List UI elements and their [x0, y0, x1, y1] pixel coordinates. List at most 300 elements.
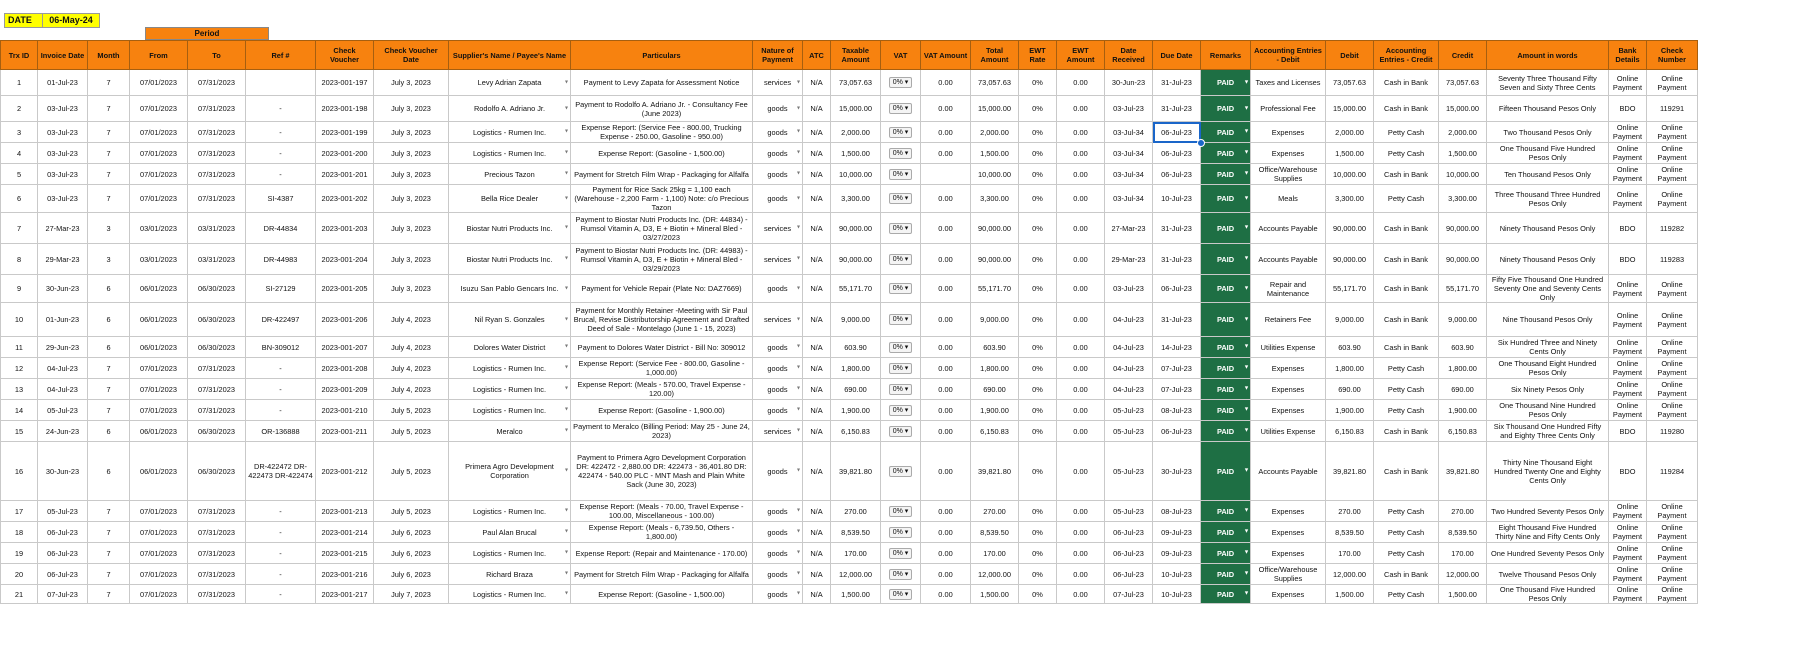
cell-debit-account[interactable]: Expenses — [1251, 122, 1326, 143]
cell-bank-details[interactable]: BDO — [1609, 442, 1647, 501]
cell-supplier[interactable] — [449, 358, 571, 379]
cell-bank-details[interactable]: Online Payment — [1609, 358, 1647, 379]
cell-from[interactable]: 06/01/2023 — [130, 337, 188, 358]
cell-invoice-date[interactable]: 06-Jul-23 — [38, 522, 88, 543]
cell-ewt-rate[interactable]: 0% — [1019, 400, 1057, 421]
cell-to[interactable]: 06/30/2023 — [188, 275, 246, 303]
cell-check-number[interactable]: 119280 — [1647, 421, 1698, 442]
cell-check-number[interactable]: Online Payment — [1647, 400, 1698, 421]
cell-date-received[interactable]: 03-Jul-34 — [1105, 164, 1153, 185]
cell-check-number[interactable]: Online Payment — [1647, 543, 1698, 564]
cell-ewt-amount[interactable]: 0.00 — [1057, 421, 1105, 442]
cell-credit-account[interactable]: Cash in Bank — [1374, 337, 1439, 358]
cell-month[interactable]: 7 — [88, 143, 130, 164]
cell-trx-id[interactable]: 2 — [1, 96, 38, 122]
cell-total[interactable]: 90,000.00 — [971, 244, 1019, 275]
cell-to[interactable]: 06/30/2023 — [188, 421, 246, 442]
cell-atc[interactable]: N/A — [803, 275, 831, 303]
col-header-from[interactable]: From — [130, 41, 188, 70]
cell-bank-details[interactable]: Online Payment — [1609, 164, 1647, 185]
cell-vat[interactable] — [881, 164, 921, 185]
cell-taxable[interactable]: 73,057.63 — [831, 70, 881, 96]
cell-month[interactable]: 7 — [88, 70, 130, 96]
chevron-down-icon[interactable]: ▾ — [796, 105, 800, 111]
vat-dropdown[interactable]: 0% ▾ — [889, 527, 913, 538]
vat-dropdown[interactable]: 0% ▾ — [889, 569, 913, 580]
cell-invoice-date[interactable]: 03-Jul-23 — [38, 96, 88, 122]
vat-dropdown[interactable]: 0% ▾ — [889, 363, 913, 374]
cell-ewt-amount[interactable]: 0.00 — [1057, 70, 1105, 96]
cell-vat-amount[interactable] — [921, 164, 971, 185]
cell-date-received[interactable]: 04-Jul-23 — [1105, 337, 1153, 358]
cell-date-received[interactable]: 03-Jul-23 — [1105, 96, 1153, 122]
cell-supplier[interactable] — [449, 400, 571, 421]
cell-amount-words[interactable]: Eight Thousand Five Hundred Thirty Nine and Fifty Cents Only — [1487, 522, 1609, 543]
cell-credit-account[interactable]: Cash in Bank — [1374, 421, 1439, 442]
cell-ref[interactable]: - — [246, 122, 316, 143]
cell-check-number[interactable]: Online Payment — [1647, 501, 1698, 522]
cell-invoice-date[interactable]: 03-Jul-23 — [38, 164, 88, 185]
cell-credit-account[interactable]: Cash in Bank — [1374, 213, 1439, 244]
vat-dropdown[interactable]: 0% ▾ — [889, 426, 913, 437]
chevron-down-icon[interactable]: ▾ — [1244, 406, 1248, 413]
cell-amount-words[interactable]: Six Hundred Three and Ninety Cents Only — [1487, 337, 1609, 358]
cell-nature[interactable] — [753, 337, 803, 358]
cell-remarks[interactable] — [1201, 585, 1251, 604]
cell-debit[interactable]: 90,000.00 — [1326, 213, 1374, 244]
cell-check-number[interactable]: Online Payment — [1647, 379, 1698, 400]
cell-ewt-rate[interactable]: 0% — [1019, 185, 1057, 213]
cell-check-voucher-date[interactable]: July 3, 2023 — [374, 70, 449, 96]
cell-particulars[interactable]: Payment for Monthly Retainer -Meeting with Sir Paul Brucal, Revise Distributorship Agreement and Drafted Deed of Sale - Montelago (June 1 - 15, 2023) — [571, 303, 753, 337]
cell-total[interactable]: 55,171.70 — [971, 275, 1019, 303]
cell-particulars[interactable]: Payment to Biostar Nutri Products Inc. (DR: 44834) - Rumsol Vitamin A, D3, E + Biotin + Mineral Bled - 03/27/2023 — [571, 213, 753, 244]
vat-dropdown[interactable]: 0% ▾ — [889, 77, 913, 88]
cell-debit[interactable]: 39,821.80 — [1326, 442, 1374, 501]
cell-particulars[interactable]: Expense Report: (Gasoline - 1,900.00) — [571, 400, 753, 421]
cell-vat-amount[interactable]: 0.00 — [921, 358, 971, 379]
cell-from[interactable]: 07/01/2023 — [130, 379, 188, 400]
chevron-down-icon[interactable]: ▾ — [564, 385, 568, 392]
cell-atc[interactable]: N/A — [803, 96, 831, 122]
cell-check-number[interactable]: Online Payment — [1647, 303, 1698, 337]
chevron-down-icon[interactable]: ▾ — [1244, 385, 1248, 392]
cell-credit[interactable]: 1,500.00 — [1439, 143, 1487, 164]
cell-debit[interactable]: 3,300.00 — [1326, 185, 1374, 213]
cell-debit-account[interactable]: Accounts Payable — [1251, 442, 1326, 501]
cell-atc[interactable]: N/A — [803, 585, 831, 604]
cell-bank-details[interactable]: Online Payment — [1609, 585, 1647, 604]
vat-dropdown[interactable]: 0% ▾ — [889, 193, 913, 204]
cell-due-date[interactable]: 07-Jul-23 — [1153, 379, 1201, 400]
cell-trx-id[interactable]: 13 — [1, 379, 38, 400]
cell-from[interactable]: 03/01/2023 — [130, 213, 188, 244]
cell-date-received[interactable]: 05-Jul-23 — [1105, 501, 1153, 522]
cell-debit[interactable]: 170.00 — [1326, 543, 1374, 564]
cell-invoice-date[interactable]: 29-Jun-23 — [38, 337, 88, 358]
chevron-down-icon[interactable]: ▾ — [796, 128, 800, 135]
cell-total[interactable]: 690.00 — [971, 379, 1019, 400]
cell-taxable[interactable]: 3,300.00 — [831, 185, 881, 213]
chevron-down-icon[interactable]: ▾ — [564, 79, 568, 85]
cell-atc[interactable]: N/A — [803, 379, 831, 400]
cell-check-voucher-date[interactable]: July 3, 2023 — [374, 275, 449, 303]
cell-ewt-rate[interactable]: 0% — [1019, 543, 1057, 564]
cell-ewt-rate[interactable]: 0% — [1019, 164, 1057, 185]
vat-dropdown[interactable]: 0% ▾ — [889, 127, 913, 138]
cell-trx-id[interactable]: 20 — [1, 564, 38, 585]
cell-remarks[interactable] — [1201, 421, 1251, 442]
chevron-down-icon[interactable]: ▾ — [796, 149, 800, 156]
chevron-down-icon[interactable]: ▾ — [564, 195, 568, 201]
cell-credit[interactable]: 55,171.70 — [1439, 275, 1487, 303]
chevron-down-icon[interactable]: ▾ — [796, 79, 800, 85]
vat-dropdown[interactable]: 0% ▾ — [889, 103, 913, 114]
cell-remarks[interactable] — [1201, 70, 1251, 96]
cell-credit[interactable]: 90,000.00 — [1439, 213, 1487, 244]
cell-vat[interactable] — [881, 442, 921, 501]
cell-bank-details[interactable]: Online Payment — [1609, 337, 1647, 358]
cell-month[interactable]: 6 — [88, 275, 130, 303]
cell-ewt-amount[interactable]: 0.00 — [1057, 585, 1105, 604]
cell-due-date[interactable]: 31-Jul-23 — [1153, 70, 1201, 96]
cell-credit-account[interactable]: Petty Cash — [1374, 379, 1439, 400]
cell-from[interactable]: 07/01/2023 — [130, 564, 188, 585]
cell-particulars[interactable]: Payment for Stretch Film Wrap - Packaging for Alfalfa — [571, 164, 753, 185]
cell-month[interactable]: 7 — [88, 522, 130, 543]
cell-credit-account[interactable]: Petty Cash — [1374, 185, 1439, 213]
chevron-down-icon[interactable]: ▾ — [796, 427, 800, 434]
cell-supplier[interactable] — [449, 564, 571, 585]
cell-remarks[interactable] — [1201, 303, 1251, 337]
cell-ewt-amount[interactable]: 0.00 — [1057, 379, 1105, 400]
cell-ewt-amount[interactable]: 0.00 — [1057, 96, 1105, 122]
cell-check-voucher[interactable]: 2023-001-203 — [316, 213, 374, 244]
cell-check-voucher-date[interactable]: July 3, 2023 — [374, 164, 449, 185]
cell-from[interactable]: 07/01/2023 — [130, 522, 188, 543]
cell-to[interactable]: 07/31/2023 — [188, 70, 246, 96]
cell-taxable[interactable]: 6,150.83 — [831, 421, 881, 442]
cell-atc[interactable]: N/A — [803, 164, 831, 185]
cell-check-voucher[interactable]: 2023-001-215 — [316, 543, 374, 564]
cell-check-voucher[interactable]: 2023-001-198 — [316, 96, 374, 122]
cell-ewt-amount[interactable]: 0.00 — [1057, 543, 1105, 564]
cell-date-received[interactable]: 05-Jul-23 — [1105, 400, 1153, 421]
chevron-down-icon[interactable]: ▾ — [564, 255, 568, 262]
cell-invoice-date[interactable]: 30-Jun-23 — [38, 442, 88, 501]
cell-nature[interactable] — [753, 303, 803, 337]
cell-ref[interactable]: - — [246, 400, 316, 421]
cell-amount-words[interactable]: Thirty Nine Thousand Eight Hundred Twenty One and Eighty Cents Only — [1487, 442, 1609, 501]
cell-atc[interactable]: N/A — [803, 522, 831, 543]
cell-vat[interactable] — [881, 585, 921, 604]
cell-month[interactable]: 7 — [88, 379, 130, 400]
cell-bank-details[interactable]: Online Payment — [1609, 185, 1647, 213]
cell-particulars[interactable]: Expense Report: (Meals - 6,739.50, Others - 1,800.00) — [571, 522, 753, 543]
cell-nature[interactable] — [753, 522, 803, 543]
cell-to[interactable]: 03/31/2023 — [188, 244, 246, 275]
cell-from[interactable]: 07/01/2023 — [130, 185, 188, 213]
cell-bank-details[interactable]: BDO — [1609, 421, 1647, 442]
cell-vat[interactable] — [881, 244, 921, 275]
cell-trx-id[interactable]: 15 — [1, 421, 38, 442]
col-header-check-voucher[interactable]: Check Voucher — [316, 41, 374, 70]
cell-debit-account[interactable]: Accounts Payable — [1251, 244, 1326, 275]
chevron-down-icon[interactable]: ▾ — [796, 467, 800, 474]
cell-remarks[interactable] — [1201, 337, 1251, 358]
chevron-down-icon[interactable]: ▾ — [564, 406, 568, 413]
cell-check-voucher-date[interactable]: July 4, 2023 — [374, 303, 449, 337]
cell-nature[interactable] — [753, 543, 803, 564]
cell-check-voucher-date[interactable]: July 4, 2023 — [374, 337, 449, 358]
cell-total[interactable]: 10,000.00 — [971, 164, 1019, 185]
cell-debit[interactable]: 8,539.50 — [1326, 522, 1374, 543]
cell-vat-amount[interactable]: 0.00 — [921, 543, 971, 564]
cell-bank-details[interactable]: Online Payment — [1609, 522, 1647, 543]
cell-credit[interactable]: 15,000.00 — [1439, 96, 1487, 122]
cell-vat[interactable] — [881, 421, 921, 442]
cell-particulars[interactable]: Payment to Dolores Water District - Bill No: 309012 — [571, 337, 753, 358]
cell-ewt-amount[interactable]: 0.00 — [1057, 358, 1105, 379]
cell-debit-account[interactable]: Meals — [1251, 185, 1326, 213]
cell-check-voucher[interactable]: 2023-001-197 — [316, 70, 374, 96]
cell-due-date[interactable]: 06-Jul-23 — [1153, 122, 1201, 143]
cell-particulars[interactable]: Expense Report: (Service Fee - 800.00, Trucking Expense - 250.00, Gasoline - 950.00) — [571, 122, 753, 143]
cell-ewt-rate[interactable]: 0% — [1019, 564, 1057, 585]
cell-remarks[interactable] — [1201, 400, 1251, 421]
cell-amount-words[interactable]: One Thousand Nine Hundred Pesos Only — [1487, 400, 1609, 421]
cell-ewt-amount[interactable]: 0.00 — [1057, 275, 1105, 303]
cell-credit[interactable]: 8,539.50 — [1439, 522, 1487, 543]
chevron-down-icon[interactable]: ▾ — [564, 343, 568, 350]
cell-ewt-rate[interactable]: 0% — [1019, 213, 1057, 244]
cell-remarks[interactable] — [1201, 543, 1251, 564]
cell-amount-words[interactable]: Two Hundred Seventy Pesos Only — [1487, 501, 1609, 522]
cell-atc[interactable]: N/A — [803, 244, 831, 275]
cell-amount-words[interactable]: Twelve Thousand Pesos Only — [1487, 564, 1609, 585]
cell-ewt-rate[interactable]: 0% — [1019, 337, 1057, 358]
cell-from[interactable]: 07/01/2023 — [130, 143, 188, 164]
cell-bank-details[interactable]: Online Payment — [1609, 543, 1647, 564]
cell-check-voucher[interactable]: 2023-001-213 — [316, 501, 374, 522]
cell-debit-account[interactable]: Expenses — [1251, 143, 1326, 164]
cell-particulars[interactable]: Expense Report: (Meals - 570.00, Travel Expense - 120.00) — [571, 379, 753, 400]
chevron-down-icon[interactable]: ▾ — [1244, 467, 1248, 474]
cell-debit-account[interactable]: Office/Warehouse Supplies — [1251, 564, 1326, 585]
cell-remarks[interactable] — [1201, 143, 1251, 164]
cell-check-voucher[interactable]: 2023-001-212 — [316, 442, 374, 501]
chevron-down-icon[interactable]: ▾ — [796, 570, 800, 577]
cell-nature[interactable] — [753, 585, 803, 604]
cell-date-received[interactable]: 06-Jul-23 — [1105, 543, 1153, 564]
chevron-down-icon[interactable]: ▾ — [796, 343, 800, 350]
cell-debit[interactable]: 9,000.00 — [1326, 303, 1374, 337]
cell-nature[interactable] — [753, 122, 803, 143]
cell-vat-amount[interactable]: 0.00 — [921, 213, 971, 244]
cell-nature[interactable] — [753, 143, 803, 164]
cell-credit[interactable]: 690.00 — [1439, 379, 1487, 400]
cell-atc[interactable]: N/A — [803, 303, 831, 337]
chevron-down-icon[interactable]: ▾ — [1244, 285, 1248, 291]
cell-vat[interactable] — [881, 122, 921, 143]
cell-credit[interactable]: 39,821.80 — [1439, 442, 1487, 501]
cell-check-voucher[interactable]: 2023-001-200 — [316, 143, 374, 164]
cell-atc[interactable]: N/A — [803, 421, 831, 442]
cell-bank-details[interactable]: Online Payment — [1609, 275, 1647, 303]
cell-amount-words[interactable]: One Thousand Eight Hundred Pesos Only — [1487, 358, 1609, 379]
cell-particulars[interactable]: Expense Report: (Repair and Maintenance - 170.00) — [571, 543, 753, 564]
vat-dropdown[interactable]: 0% ▾ — [889, 169, 913, 180]
cell-ref[interactable]: - — [246, 379, 316, 400]
cell-ewt-amount[interactable]: 0.00 — [1057, 564, 1105, 585]
cell-month[interactable]: 3 — [88, 244, 130, 275]
cell-debit-account[interactable]: Expenses — [1251, 501, 1326, 522]
cell-from[interactable]: 03/01/2023 — [130, 244, 188, 275]
cell-vat[interactable] — [881, 543, 921, 564]
cell-credit-account[interactable]: Petty Cash — [1374, 358, 1439, 379]
col-header-ref[interactable]: Ref # — [246, 41, 316, 70]
cell-due-date[interactable]: 14-Jul-23 — [1153, 337, 1201, 358]
cell-debit-account[interactable]: Expenses — [1251, 379, 1326, 400]
cell-total[interactable]: 1,500.00 — [971, 143, 1019, 164]
cell-due-date[interactable]: 07-Jul-23 — [1153, 358, 1201, 379]
cell-trx-id[interactable]: 10 — [1, 303, 38, 337]
chevron-down-icon[interactable]: ▾ — [1244, 224, 1248, 231]
selection-handle[interactable] — [1197, 139, 1205, 147]
col-header-taxable[interactable]: Taxable Amount — [831, 41, 881, 70]
cell-ref[interactable]: - — [246, 164, 316, 185]
cell-ref[interactable]: - — [246, 501, 316, 522]
chevron-down-icon[interactable]: ▾ — [1244, 590, 1248, 597]
cell-month[interactable]: 7 — [88, 122, 130, 143]
cell-nature[interactable] — [753, 501, 803, 522]
cell-taxable[interactable]: 1,500.00 — [831, 143, 881, 164]
cell-due-date[interactable]: 06-Jul-23 — [1153, 164, 1201, 185]
chevron-down-icon[interactable]: ▾ — [564, 128, 568, 135]
cell-atc[interactable]: N/A — [803, 122, 831, 143]
cell-vat-amount[interactable]: 0.00 — [921, 585, 971, 604]
vat-dropdown[interactable]: 0% ▾ — [889, 384, 913, 395]
cell-atc[interactable]: N/A — [803, 70, 831, 96]
cell-remarks[interactable] — [1201, 501, 1251, 522]
cell-taxable[interactable]: 10,000.00 — [831, 164, 881, 185]
cell-invoice-date[interactable]: 05-Jul-23 — [38, 501, 88, 522]
cell-ref[interactable]: - — [246, 522, 316, 543]
cell-particulars[interactable]: Payment for Stretch Film Wrap - Packaging for Alfalfa — [571, 564, 753, 585]
cell-date-received[interactable]: 04-Jul-23 — [1105, 303, 1153, 337]
cell-vat[interactable] — [881, 303, 921, 337]
cell-credit[interactable]: 1,800.00 — [1439, 358, 1487, 379]
chevron-down-icon[interactable]: ▾ — [1244, 427, 1248, 434]
cell-month[interactable]: 7 — [88, 185, 130, 213]
cell-particulars[interactable]: Payment to Rodolfo A. Adriano Jr. - Consultancy Fee (June 2023) — [571, 96, 753, 122]
cell-vat[interactable] — [881, 564, 921, 585]
chevron-down-icon[interactable]: ▾ — [1244, 364, 1248, 371]
cell-check-voucher[interactable]: 2023-001-210 — [316, 400, 374, 421]
cell-from[interactable]: 07/01/2023 — [130, 400, 188, 421]
cell-atc[interactable]: N/A — [803, 358, 831, 379]
cell-bank-details[interactable]: BDO — [1609, 213, 1647, 244]
cell-due-date[interactable]: 06-Jul-23 — [1153, 421, 1201, 442]
cell-check-voucher-date[interactable]: July 7, 2023 — [374, 585, 449, 604]
cell-due-date[interactable]: 31-Jul-23 — [1153, 244, 1201, 275]
cell-nature[interactable] — [753, 70, 803, 96]
cell-from[interactable]: 06/01/2023 — [130, 303, 188, 337]
cell-debit-account[interactable]: Expenses — [1251, 400, 1326, 421]
cell-check-number[interactable]: Online Payment — [1647, 70, 1698, 96]
cell-total[interactable]: 170.00 — [971, 543, 1019, 564]
cell-ewt-rate[interactable]: 0% — [1019, 522, 1057, 543]
cell-vat[interactable] — [881, 501, 921, 522]
chevron-down-icon[interactable]: ▾ — [796, 285, 800, 291]
cell-remarks[interactable] — [1201, 213, 1251, 244]
vat-dropdown[interactable]: 0% ▾ — [889, 283, 913, 294]
col-header-bank-details[interactable]: Bank Details — [1609, 41, 1647, 70]
vat-dropdown[interactable]: 0% ▾ — [889, 589, 913, 600]
cell-credit-account[interactable]: Cash in Bank — [1374, 275, 1439, 303]
cell-check-voucher-date[interactable]: July 3, 2023 — [374, 185, 449, 213]
cell-total[interactable]: 270.00 — [971, 501, 1019, 522]
cell-ref[interactable]: - — [246, 585, 316, 604]
cell-vat-amount[interactable]: 0.00 — [921, 337, 971, 358]
cell-date-received[interactable]: 04-Jul-23 — [1105, 379, 1153, 400]
cell-credit-account[interactable]: Petty Cash — [1374, 585, 1439, 604]
col-header-supplier[interactable]: Supplier's Name / Payee's Name — [449, 41, 571, 70]
cell-date-received[interactable]: 30-Jun-23 — [1105, 70, 1153, 96]
cell-check-voucher[interactable]: 2023-001-211 — [316, 421, 374, 442]
cell-check-voucher-date[interactable]: July 5, 2023 — [374, 501, 449, 522]
cell-date-received[interactable]: 03-Jul-34 — [1105, 143, 1153, 164]
cell-vat-amount[interactable]: 0.00 — [921, 275, 971, 303]
cell-ewt-amount[interactable]: 0.00 — [1057, 143, 1105, 164]
cell-amount-words[interactable]: Six Ninety Pesos Only — [1487, 379, 1609, 400]
cell-particulars[interactable]: Payment for Vehicle Repair (Plate No: DAZ7669) — [571, 275, 753, 303]
cell-nature[interactable] — [753, 379, 803, 400]
cell-debit[interactable]: 15,000.00 — [1326, 96, 1374, 122]
chevron-down-icon[interactable]: ▾ — [564, 528, 568, 535]
cell-ewt-amount[interactable]: 0.00 — [1057, 522, 1105, 543]
cell-invoice-date[interactable]: 05-Jul-23 — [38, 400, 88, 421]
cell-check-voucher[interactable]: 2023-001-201 — [316, 164, 374, 185]
cell-from[interactable]: 07/01/2023 — [130, 164, 188, 185]
cell-vat[interactable] — [881, 70, 921, 96]
cell-from[interactable]: 07/01/2023 — [130, 585, 188, 604]
cell-to[interactable]: 07/31/2023 — [188, 400, 246, 421]
cell-credit[interactable]: 603.90 — [1439, 337, 1487, 358]
cell-taxable[interactable]: 1,800.00 — [831, 358, 881, 379]
cell-taxable[interactable]: 603.90 — [831, 337, 881, 358]
cell-ref[interactable]: SI-4387 — [246, 185, 316, 213]
cell-trx-id[interactable]: 11 — [1, 337, 38, 358]
cell-month[interactable]: 7 — [88, 96, 130, 122]
cell-amount-words[interactable]: Two Thousand Pesos Only — [1487, 122, 1609, 143]
cell-debit[interactable]: 12,000.00 — [1326, 564, 1374, 585]
cell-total[interactable]: 3,300.00 — [971, 185, 1019, 213]
cell-invoice-date[interactable]: 01-Jul-23 — [38, 70, 88, 96]
cell-debit-account[interactable]: Expenses — [1251, 585, 1326, 604]
chevron-down-icon[interactable]: ▾ — [796, 385, 800, 392]
cell-taxable[interactable]: 12,000.00 — [831, 564, 881, 585]
cell-atc[interactable]: N/A — [803, 213, 831, 244]
cell-to[interactable]: 07/31/2023 — [188, 522, 246, 543]
chevron-down-icon[interactable]: ▾ — [564, 570, 568, 577]
cell-check-number[interactable]: Online Payment — [1647, 122, 1698, 143]
cell-trx-id[interactable]: 6 — [1, 185, 38, 213]
cell-invoice-date[interactable]: 29-Mar-23 — [38, 244, 88, 275]
cell-nature[interactable] — [753, 358, 803, 379]
cell-supplier[interactable] — [449, 421, 571, 442]
cell-from[interactable]: 06/01/2023 — [130, 275, 188, 303]
